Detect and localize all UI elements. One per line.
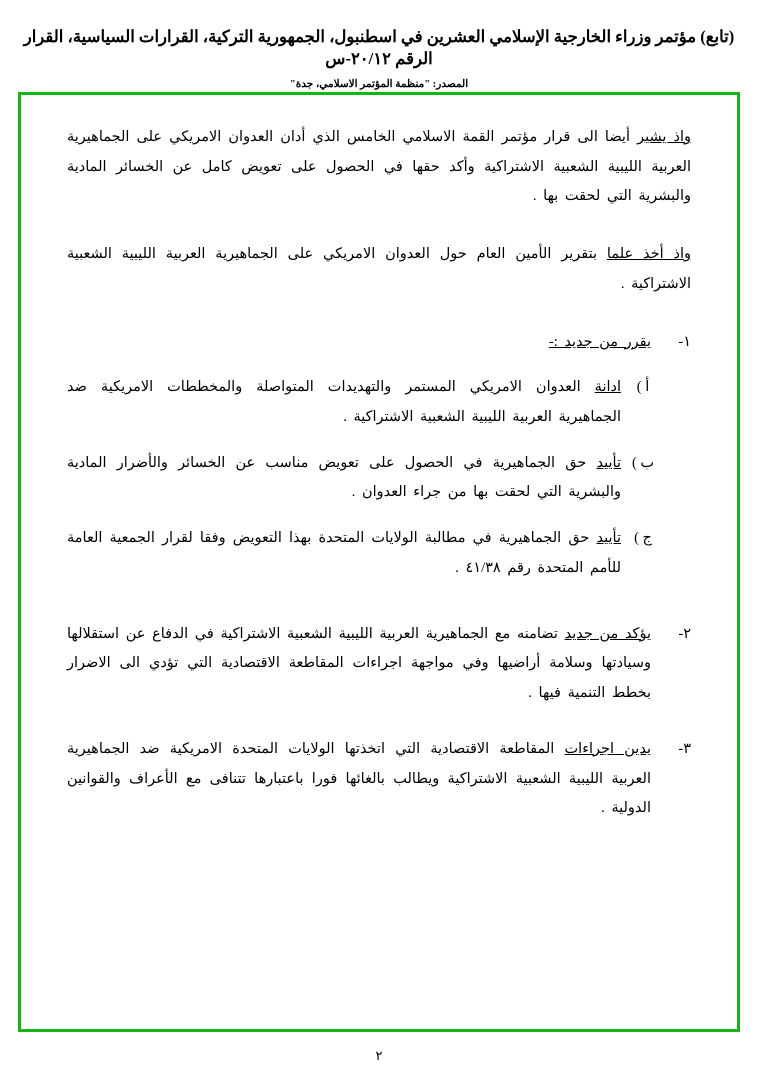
clause-2 (67, 620, 691, 709)
clause-2-lead: يؤكد من جديد (564, 625, 651, 642)
clause-1-lead: يقرر من جديد :- (548, 333, 651, 350)
clause-1-subitem-a-lead: ادانة (594, 379, 621, 396)
paragraph-2 (67, 240, 691, 299)
paragraph-1-lead: واذ يشير (637, 129, 691, 145)
clause-1-subitem-b-body (67, 449, 621, 508)
clause-1-subitem-c (67, 524, 691, 583)
clause-1-body (67, 328, 651, 358)
paragraph-2-text: بتقرير الأمين العام حول العدوان الامريكي على الجماهيرية العربية الليبية الشعبية الاشتراكية . (67, 246, 691, 292)
paragraph-2-lead: واذ أخذ علما (606, 246, 692, 263)
clause-1-subitem-a-text: العدوان الامريكي المستمر والتهديدات المتواصلة والمخططات الامريكية ضد الجماهيرية العربية الليبية الشعبية الاشتراكية . (67, 379, 621, 426)
clause-3-marker: ٣- (678, 740, 691, 757)
clause-1-subitem-c-marker: ج ) (634, 530, 652, 547)
clause-1-subitem-b-text: حق الجماهيرية في الحصول على تعويض مناسب عن الخسائر والأضرار المادية والبشرية التي لحقت بها من جراء العدوان . (67, 454, 621, 501)
paragraph-1-text: أيضا الى قرار مؤتمر القمة الاسلامي الخامس الذي أدان العدوان الامريكي على الجماهيرية العربية الليبية الشعبية الاشتراكية وأكد حقها في الحصول على تعويض كامل عن الخسائر المادية والبشرية التي لحقت بها . (67, 129, 691, 205)
page-number: ٢ (375, 1048, 383, 1063)
page-footer (0, 1048, 758, 1064)
clause-1 (67, 328, 691, 358)
header-source: المصدر: "منظمة المؤتمر الاسلامي، جدة" (289, 78, 469, 90)
clause-1-subitem-c-lead: تأييد (596, 530, 621, 547)
spacer (67, 725, 691, 735)
clause-1-subitem-c-body (67, 524, 621, 583)
spacer (67, 318, 691, 328)
clause-1-subitem-a (67, 373, 691, 432)
content-frame (18, 92, 740, 1032)
clause-3-body (67, 735, 651, 824)
clause-3 (67, 735, 691, 824)
page-header (0, 0, 758, 90)
clause-1-subitem-a-body (67, 373, 621, 432)
spacer (67, 230, 691, 240)
clause-1-marker: ١- (678, 333, 691, 350)
paragraph-1 (67, 123, 691, 212)
clause-2-marker: ٢- (678, 625, 691, 642)
clause-1-subitem-b-lead: تأييد (596, 454, 621, 471)
clause-1-subitem-a-marker: أ ) (636, 379, 650, 396)
clause-1-subitem-c-text: حق الجماهيرية في مطالبة الولايات المتحدة بهذا التعويض وفقا لقرار الجمعية العامة للأمم المتحدة رقم ٤١/٣٨ . (67, 530, 621, 576)
clause-1-subitem-b (67, 449, 691, 508)
clause-2-body (67, 620, 651, 709)
clause-3-text: المقاطعة الاقتصادية التي اتخذتها الولايات المتحدة الامريكية ضد الجماهيرية العربية الليبية الشعبية الاشتراكية ويطالب بالغائها فورا باعتبارها تتنافى مع الأعراف والقوانين الدولية . (67, 740, 651, 817)
header-title: (تابع) مؤتمر وزراء الخارجية الإسلامي العشرين في اسطنبول، الجمهورية التركية، القرارات السياسية، القرار الرقم ٢٠/١٢-س (23, 27, 735, 69)
clause-2-text: تضامنه مع الجماهيرية العربية الليبية الشعبية الاشتراكية في الدفاع عن استقلالها وسيادتها وسلامة أراضيها وفي مواجهة اجراءات المقاطعة الاقتصادية التي تؤدي الى الاضرار بخطط التنمية فيها . (67, 625, 651, 702)
clause-3-lead: يدين اجراءات (564, 740, 651, 757)
spacer (67, 600, 691, 620)
clause-1-subitem-b-marker: ب ) (631, 454, 655, 471)
document-body (21, 95, 737, 824)
